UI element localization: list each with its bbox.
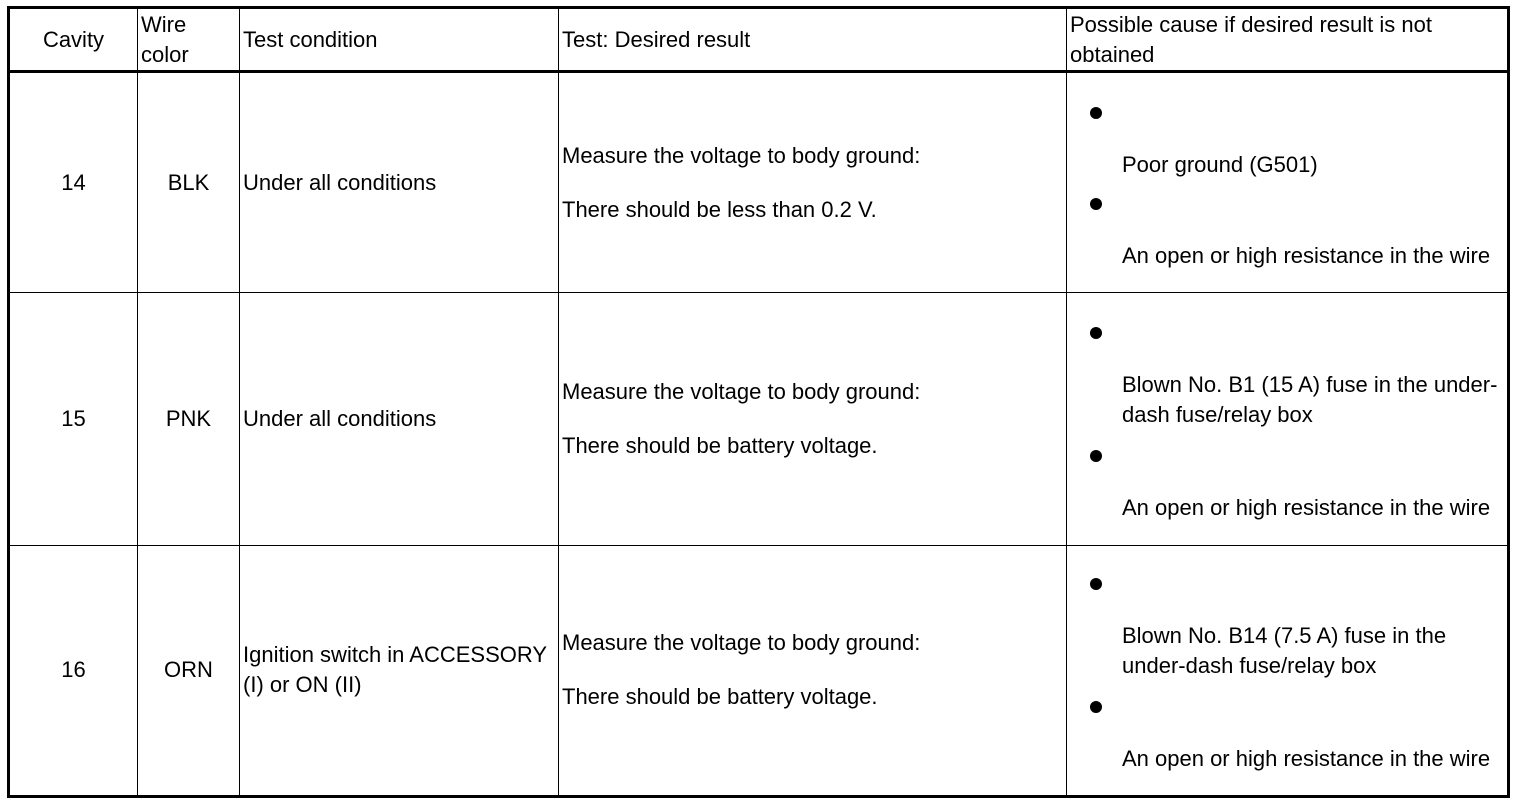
desired-result: [559, 293, 1067, 545]
possible-causes: [1067, 545, 1509, 796]
cavity-number: 16: [9, 545, 138, 796]
cause-text: An open or high resistance in the wire: [1122, 494, 1491, 520]
test-condition: Under all conditions: [240, 72, 559, 293]
header-possible-cause: Possible cause if desired result is not obtained: [1067, 8, 1509, 72]
cause-text: Blown No. B1 (15 A) fuse in the under-dash fuse/relay box: [1122, 371, 1498, 427]
result-instruction: Measure the voltage to body ground:: [562, 630, 921, 656]
cause-item: [1070, 578, 1504, 681]
cause-text: Blown No. B14 (7.5 A) fuse in the under-dash fuse/relay box: [1122, 623, 1447, 679]
connector-test-table: [7, 6, 1510, 798]
cause-item: [1070, 701, 1504, 774]
bullet-icon: [1090, 450, 1102, 462]
wire-color: PNK: [138, 293, 240, 545]
wire-color: ORN: [138, 545, 240, 796]
result-expectation: There should be less than 0.2 V.: [562, 196, 877, 222]
table-row: [9, 545, 1509, 796]
cause-item: [1070, 450, 1504, 523]
bullet-icon: [1090, 327, 1102, 339]
bullet-icon: [1090, 107, 1102, 119]
result-expectation: There should be battery voltage.: [562, 432, 878, 458]
bullet-icon: [1090, 198, 1102, 210]
test-condition: Under all conditions: [240, 293, 559, 545]
bullet-icon: [1090, 578, 1102, 590]
header-desired-result: Test: Desired result: [559, 8, 1067, 72]
cause-text: An open or high resistance in the wire: [1122, 242, 1491, 268]
header-row: [9, 8, 1509, 72]
possible-causes: [1067, 72, 1509, 293]
header-test-condition: Test condition: [240, 8, 559, 72]
cavity-number: 14: [9, 72, 138, 293]
table-row: [9, 293, 1509, 545]
header-cavity: Cavity: [9, 8, 138, 72]
cause-text: Poor ground (G501): [1122, 151, 1318, 177]
header-wire-color: Wire color: [138, 8, 240, 72]
test-condition: Ignition switch in ACCESSORY (I) or ON (II): [240, 545, 559, 796]
cause-text: An open or high resistance in the wire: [1122, 746, 1491, 772]
cause-item: [1070, 107, 1504, 180]
desired-result: [559, 545, 1067, 796]
cause-item: [1070, 327, 1504, 430]
table-row: [9, 72, 1509, 293]
result-instruction: Measure the voltage to body ground:: [562, 378, 921, 404]
possible-causes: [1067, 293, 1509, 545]
bullet-icon: [1090, 701, 1102, 713]
cavity-number: 15: [9, 293, 138, 545]
result-instruction: Measure the voltage to body ground:: [562, 142, 921, 168]
desired-result: [559, 72, 1067, 293]
wire-color: BLK: [138, 72, 240, 293]
result-expectation: There should be battery voltage.: [562, 684, 878, 710]
cause-item: [1070, 198, 1504, 271]
